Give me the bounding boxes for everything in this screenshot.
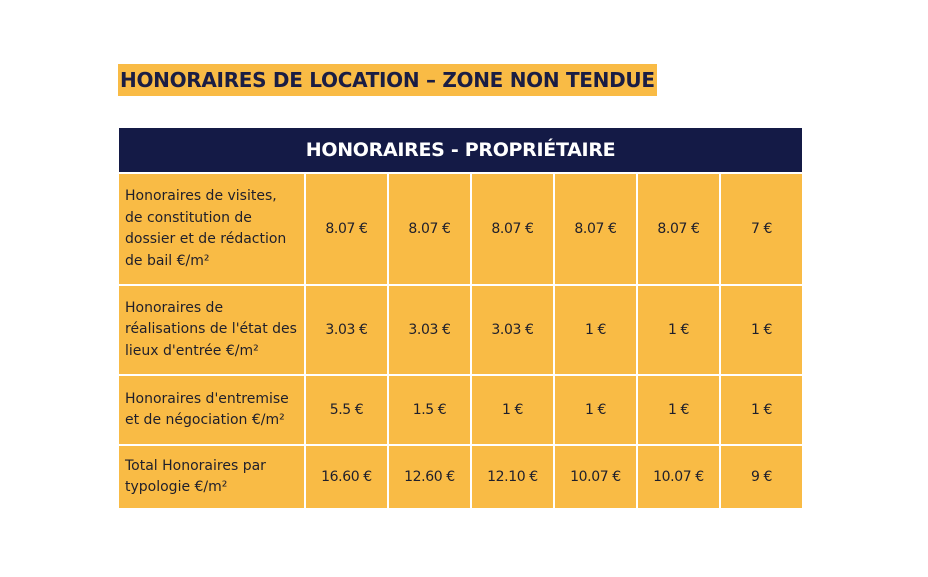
row-label: Honoraires de visites, de constitution de dossier et de rédaction de bail €/m² xyxy=(119,173,305,285)
value-cell: 3.03 € xyxy=(388,285,471,375)
value-cell: 10.07 € xyxy=(554,445,637,508)
table-header-row xyxy=(119,128,802,173)
value-cell: 3.03 € xyxy=(305,285,388,375)
value-cell: 1 € xyxy=(637,285,720,375)
value-cell: 8.07 € xyxy=(554,173,637,285)
value-cell: 8.07 € xyxy=(471,173,554,285)
value-cell: 10.07 € xyxy=(637,445,720,508)
value-cell: 1 € xyxy=(720,375,802,445)
value-cell: 1 € xyxy=(720,285,802,375)
row-label: Total Honoraires par typologie €/m² xyxy=(119,445,305,508)
value-cell: 1 € xyxy=(554,375,637,445)
row-label: Honoraires d'entremise et de négociation €/m² xyxy=(119,375,305,445)
value-cell: 12.10 € xyxy=(471,445,554,508)
value-cell: 9 € xyxy=(720,445,802,508)
value-cell: 1 € xyxy=(554,285,637,375)
value-cell: 1 € xyxy=(637,375,720,445)
table-row-total xyxy=(119,445,802,508)
value-cell: 16.60 € xyxy=(305,445,388,508)
value-cell: 3.03 € xyxy=(471,285,554,375)
table-row xyxy=(119,173,802,285)
table-row xyxy=(119,375,802,445)
table-row xyxy=(119,285,802,375)
value-cell: 8.07 € xyxy=(637,173,720,285)
value-cell: 8.07 € xyxy=(305,173,388,285)
value-cell: 1 € xyxy=(471,375,554,445)
table-header: HONORAIRES - PROPRIÉTAIRE xyxy=(119,128,802,173)
value-cell: 12.60 € xyxy=(388,445,471,508)
page-title: HONORAIRES DE LOCATION – ZONE NON TENDUE xyxy=(118,64,657,96)
value-cell: 5.5 € xyxy=(305,375,388,445)
fees-table xyxy=(119,128,802,508)
value-cell: 1.5 € xyxy=(388,375,471,445)
row-label: Honoraires de réalisations de l'état des lieux d'entrée €/m² xyxy=(119,285,305,375)
value-cell: 8.07 € xyxy=(388,173,471,285)
value-cell: 7 € xyxy=(720,173,802,285)
